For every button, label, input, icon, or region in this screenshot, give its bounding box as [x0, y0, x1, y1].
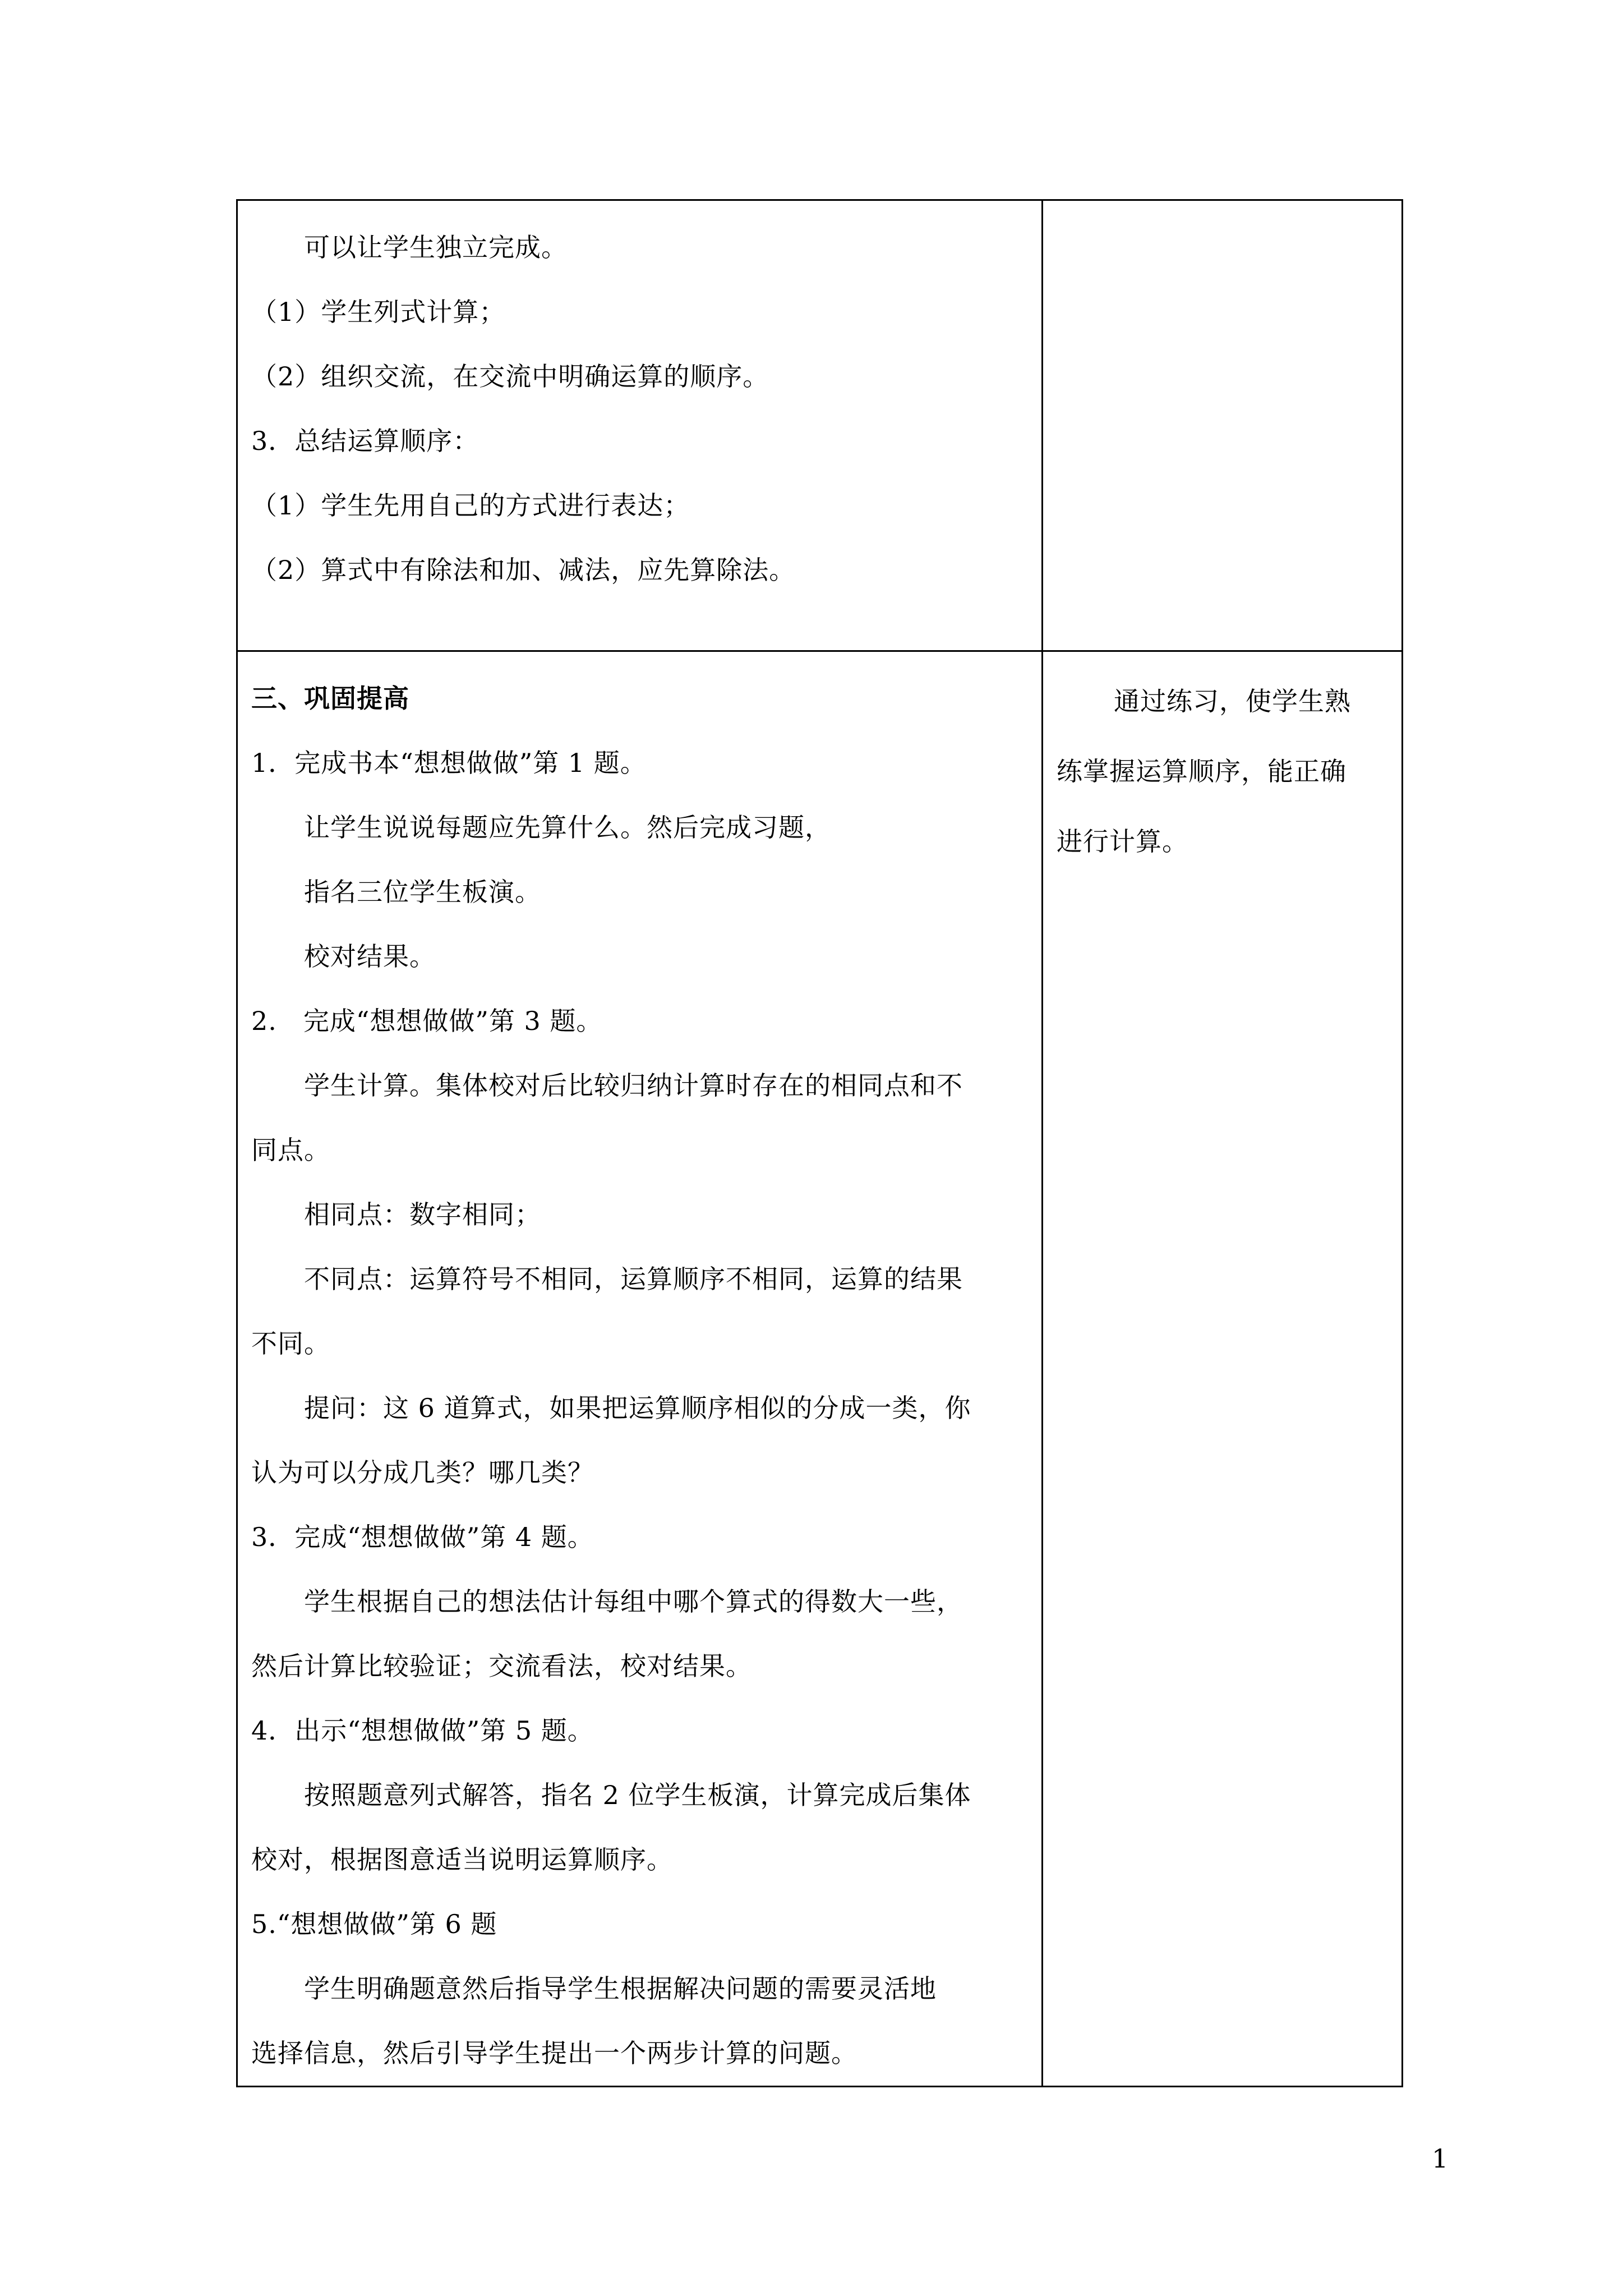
text-line: 提问：这 6 道算式，如果把运算顺序相似的分成一类，你	[304, 1393, 971, 1423]
design-intent-line: 进行计算。	[1057, 826, 1188, 857]
text-line: 按照题意列式解答，指名 2 位学生板演，计算完成后集体	[304, 1780, 971, 1810]
text-line: 让学生说说每题应先算什么。然后完成习题，	[304, 812, 831, 843]
page-number: 1	[1432, 2143, 1449, 2174]
process-cell	[237, 651, 1043, 2087]
text-line: 3．完成“想想做做”第 4 题。	[251, 1522, 594, 1552]
text-line: 选择信息，然后引导学生提出一个两步计算的问题。	[251, 2038, 857, 2068]
text-line: 学生计算。集体校对后比较归纳计算时存在的相同点和不	[304, 1070, 963, 1101]
text-line: 5.“想想做做”第 6 题	[251, 1909, 497, 1939]
text-line: 认为可以分成几类？哪几类？	[251, 1457, 594, 1488]
section-heading: 三、巩固提高	[251, 683, 409, 714]
text-line: 3．总结运算顺序：	[251, 426, 479, 456]
design-intent-cell	[1043, 200, 1403, 651]
text-line: 可以让学生独立完成。	[304, 232, 568, 263]
text-line: 校对结果。	[304, 941, 436, 972]
text-line: （2）组织交流，在交流中明确运算的顺序。	[251, 361, 769, 392]
design-intent-line: 练掌握运算顺序，能正确	[1057, 756, 1347, 786]
text-line: 不同。	[251, 1328, 330, 1359]
text-line: 1．完成书本“想想做做”第 1 题。	[251, 748, 647, 778]
text-line: 同点。	[251, 1135, 330, 1165]
text-line: 然后计算比较验证；交流看法，校对结果。	[251, 1651, 752, 1681]
text-line: 不同点：运算符号不相同，运算顺序不相同，运算的结果	[304, 1264, 963, 1294]
table-row	[237, 651, 1403, 2087]
text-line: 4．出示“想想做做”第 5 题。	[251, 1715, 594, 1746]
text-line: （1）学生先用自己的方式进行表达；	[251, 490, 690, 521]
text-line: （1）学生列式计算；	[251, 297, 506, 327]
process-cell	[237, 200, 1043, 651]
design-intent-line: 通过练习，使学生熟	[1114, 686, 1351, 716]
text-line: 相同点：数字相同；	[304, 1199, 541, 1230]
text-line: （2）算式中有除法和加、减法，应先算除法。	[251, 555, 796, 585]
table-row	[237, 200, 1403, 651]
design-intent-cell	[1043, 651, 1403, 2087]
lesson-plan-table	[236, 199, 1403, 2087]
text-line: 学生明确题意然后指导学生根据解决问题的需要灵活地	[304, 1973, 937, 2004]
text-line: 校对，根据图意适当说明运算顺序。	[251, 1844, 673, 1875]
text-line: 学生根据自己的想法估计每组中哪个算式的得数大一些，	[304, 1586, 963, 1617]
text-line: 指名三位学生板演。	[304, 877, 541, 907]
text-line: 2. 完成“想想做做”第 3 题。	[251, 1006, 603, 1036]
